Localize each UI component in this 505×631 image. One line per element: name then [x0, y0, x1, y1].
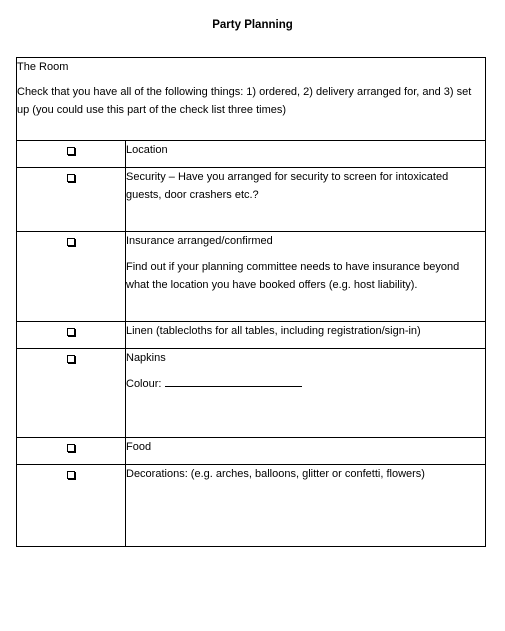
checklist-row-decorations: [17, 465, 486, 547]
checklist-row-napkins: [17, 349, 486, 438]
checklist-row-security: [17, 168, 486, 232]
checkbox-icon[interactable]: [67, 444, 75, 452]
item-label: Location: [126, 144, 168, 156]
checkbox-icon[interactable]: [67, 328, 75, 336]
checkbox-icon[interactable]: [67, 147, 75, 155]
checklist-table: [16, 57, 486, 547]
item-label: Napkins: [126, 352, 166, 364]
checkbox-icon[interactable]: [67, 174, 75, 182]
checkbox-icon[interactable]: [67, 355, 75, 363]
header-row: [17, 58, 486, 141]
section-title: The Room: [17, 61, 69, 73]
checkbox-icon[interactable]: [67, 238, 75, 246]
item-label: Food: [126, 441, 152, 453]
item-label: Decorations: (e.g. arches, balloons, glitter or confetti, flowers): [126, 468, 425, 480]
item-note: Find out if your planning committee needs to have insurance beyond what the location you have booked offers (e.g. host liability).: [126, 261, 460, 291]
item-label: Linen (tablecloths for all tables, including registration/sign-in): [126, 325, 421, 337]
checklist-row-linen: [17, 322, 486, 349]
checklist-row-food: [17, 438, 486, 465]
item-label: Security – Have you arranged for security to screen for intoxicated guests, door crashers etc.?: [126, 171, 449, 201]
page-title: Party Planning: [212, 19, 293, 31]
checklist-row-insurance: [17, 232, 486, 322]
instructions-text: Check that you have all of the following things: 1) ordered, 2) delivery arranged for, and 3) set up (you could use this part of the check list three times): [17, 86, 472, 116]
checklist-row-location: [17, 141, 486, 168]
checkbox-icon[interactable]: [67, 471, 75, 479]
colour-label: Colour:: [126, 378, 162, 390]
item-label: Insurance arranged/confirmed: [126, 235, 273, 247]
colour-input-line[interactable]: [165, 375, 302, 387]
header-cell: [17, 58, 486, 141]
